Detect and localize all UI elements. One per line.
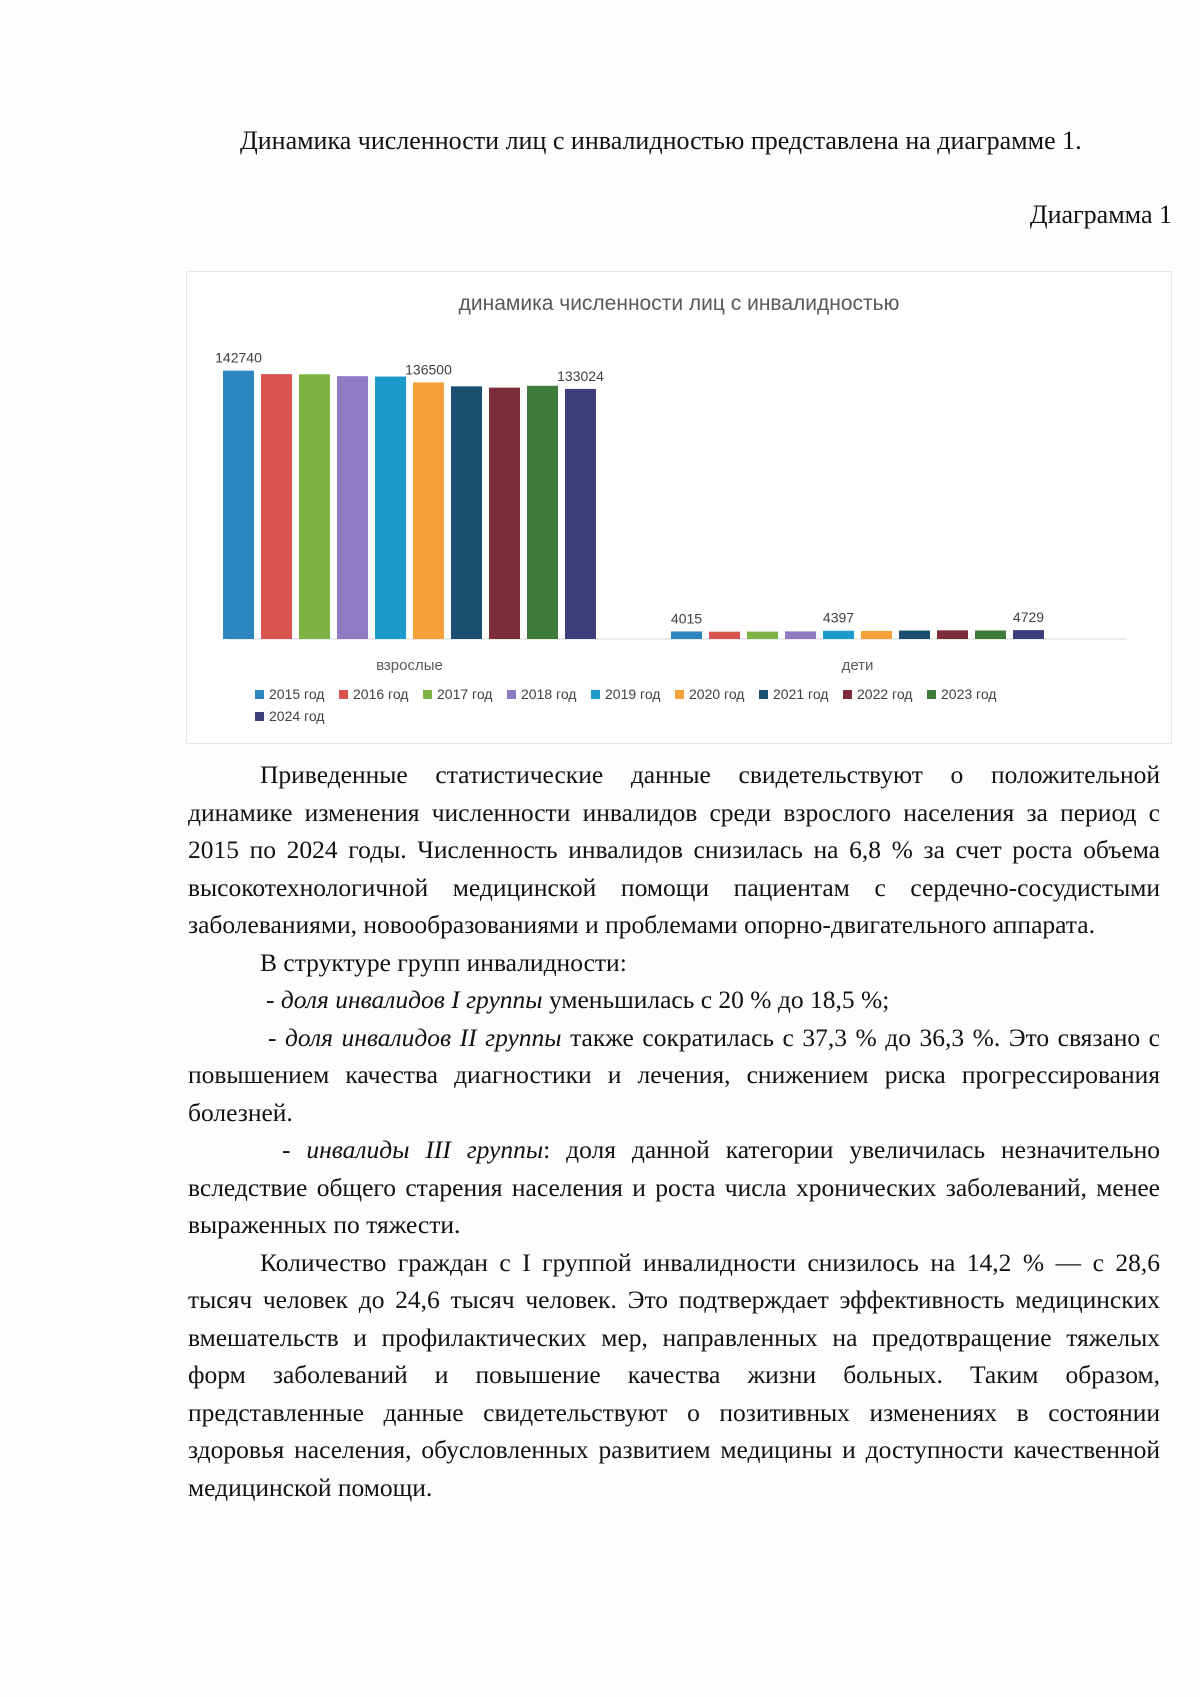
category-label-adults: взрослые <box>376 657 443 674</box>
legend-swatch <box>255 712 264 721</box>
legend-label: 2021 год <box>773 686 829 702</box>
legend-swatch <box>507 690 516 699</box>
bar-adults-2023 <box>527 386 558 639</box>
intro-line: Динамика численности лиц с инвалидностью представлена на диаграмме 1. <box>240 126 1082 155</box>
bar-children-2019 <box>823 631 854 639</box>
bar-chart <box>187 272 1171 743</box>
legend-swatch <box>843 690 852 699</box>
legend-label: 2024 год <box>269 708 325 724</box>
legend-label: 2020 год <box>689 686 745 702</box>
legend-swatch <box>591 690 600 699</box>
list-item-group-3-em: - инвалиды III группы <box>282 1135 544 1164</box>
legend-swatch <box>675 690 684 699</box>
legend-swatch <box>339 690 348 699</box>
legend-label: 2017 год <box>437 686 493 702</box>
category-label-children: дети <box>841 657 874 674</box>
bar-adults-2020 <box>413 382 444 639</box>
legend-label: 2019 год <box>605 686 661 702</box>
bar-adults-2016 <box>261 374 292 639</box>
list-item-group-1-em: - доля инвалидов I группы <box>266 985 543 1014</box>
chart-title: динамика численности лиц с инвалидностью <box>458 292 900 315</box>
bar-children-2015 <box>671 631 702 639</box>
bar-adults-2018 <box>337 376 368 639</box>
legend-label: 2015 год <box>269 686 325 702</box>
bar-children-2021 <box>899 631 930 639</box>
body-text <box>188 756 1160 1506</box>
bar-children-2017 <box>747 632 778 639</box>
legend-label: 2023 год <box>941 686 997 702</box>
paragraph-structure: В структуре групп инвалидности: <box>260 947 627 977</box>
list-item-group-2-em: - доля инвалидов II группы <box>268 1022 562 1052</box>
bar-children-2024 <box>1013 630 1044 639</box>
bars-group <box>223 371 1044 639</box>
category-labels-group <box>376 657 873 674</box>
data-label: 4397 <box>822 609 855 626</box>
list-item-group-1-text: уменьшилась с 20 % до 18,5 %; <box>542 985 890 1014</box>
legend-swatch <box>927 690 936 699</box>
list-item-group-2 <box>188 1019 1160 1132</box>
data-label: 136500 <box>405 361 452 378</box>
legend-label: 2022 год <box>857 686 913 702</box>
chart-legend <box>255 686 996 724</box>
bar-children-2023 <box>975 630 1006 639</box>
chart-container <box>186 271 1172 744</box>
bar-children-2022 <box>937 630 968 639</box>
bar-adults-2019 <box>375 377 406 639</box>
legend-swatch <box>255 690 264 699</box>
bar-adults-2022 <box>489 388 520 639</box>
bar-adults-2021 <box>451 386 482 639</box>
list-item-group-2-text: также сократилась с 37,3 % до 36,3 %. Это связано с повышением качества диагностики и лечения, снижением риска прогрессирования болезней. <box>188 1022 1161 1127</box>
legend-swatch <box>423 690 432 699</box>
bar-adults-2017 <box>299 374 330 639</box>
list-item-group-3 <box>188 1131 1160 1244</box>
data-label: 142740 <box>215 349 262 366</box>
bar-children-2018 <box>785 631 816 639</box>
bar-children-2016 <box>709 632 740 639</box>
paragraph-statistics: Приведенные статистические данные свидетельствуют о положительной динамике изменения численности инвалидов среди взрослого населения за период с 2015 по 2024 годы. Численность инвалидов снизилась на 6,8 % за счет роста объема высокотехнологичной медицинской помощи пациентам с сердечно-сосудистыми заболеваниями, новообразованиями и проблемами опорно-двигательного аппарата. <box>188 760 1160 939</box>
list-item-group-3-text: : доля данной категории увеличилась незначительно вследствие общего старения населения и роста числа хронических заболеваний, менее выраженных по тяжести. <box>188 1135 1160 1239</box>
legend-swatch <box>759 690 768 699</box>
legend-label: 2018 год <box>521 686 577 702</box>
paragraph-group-1-count: Количество граждан с I группой инвалидности снизилось на 14,2 % — с 28,6 тысяч человек до 24,6 тысяч человек. Это подтверждает эффективность медицинских вмешательств и профилактических мер, направленных на предотвращение тяжелых форм заболеваний и повышение качества жизни больных. Таким образом, представленные данные свидетельствуют о позитивных изменениях в состоянии здоровья населения, обусловленных развитием медицины и доступности качественной медицинской помощи. <box>188 1247 1160 1502</box>
legend-label: 2016 год <box>353 686 409 702</box>
bar-adults-2015 <box>223 371 254 639</box>
data-label: 4015 <box>670 610 703 627</box>
list-item-group-1 <box>188 981 1160 1019</box>
bar-adults-2024 <box>565 389 596 639</box>
diagram-label: Диаграмма 1 <box>1029 200 1172 229</box>
data-label: 133024 <box>557 367 604 384</box>
bar-children-2020 <box>861 631 892 639</box>
data-label: 4729 <box>1012 609 1045 626</box>
